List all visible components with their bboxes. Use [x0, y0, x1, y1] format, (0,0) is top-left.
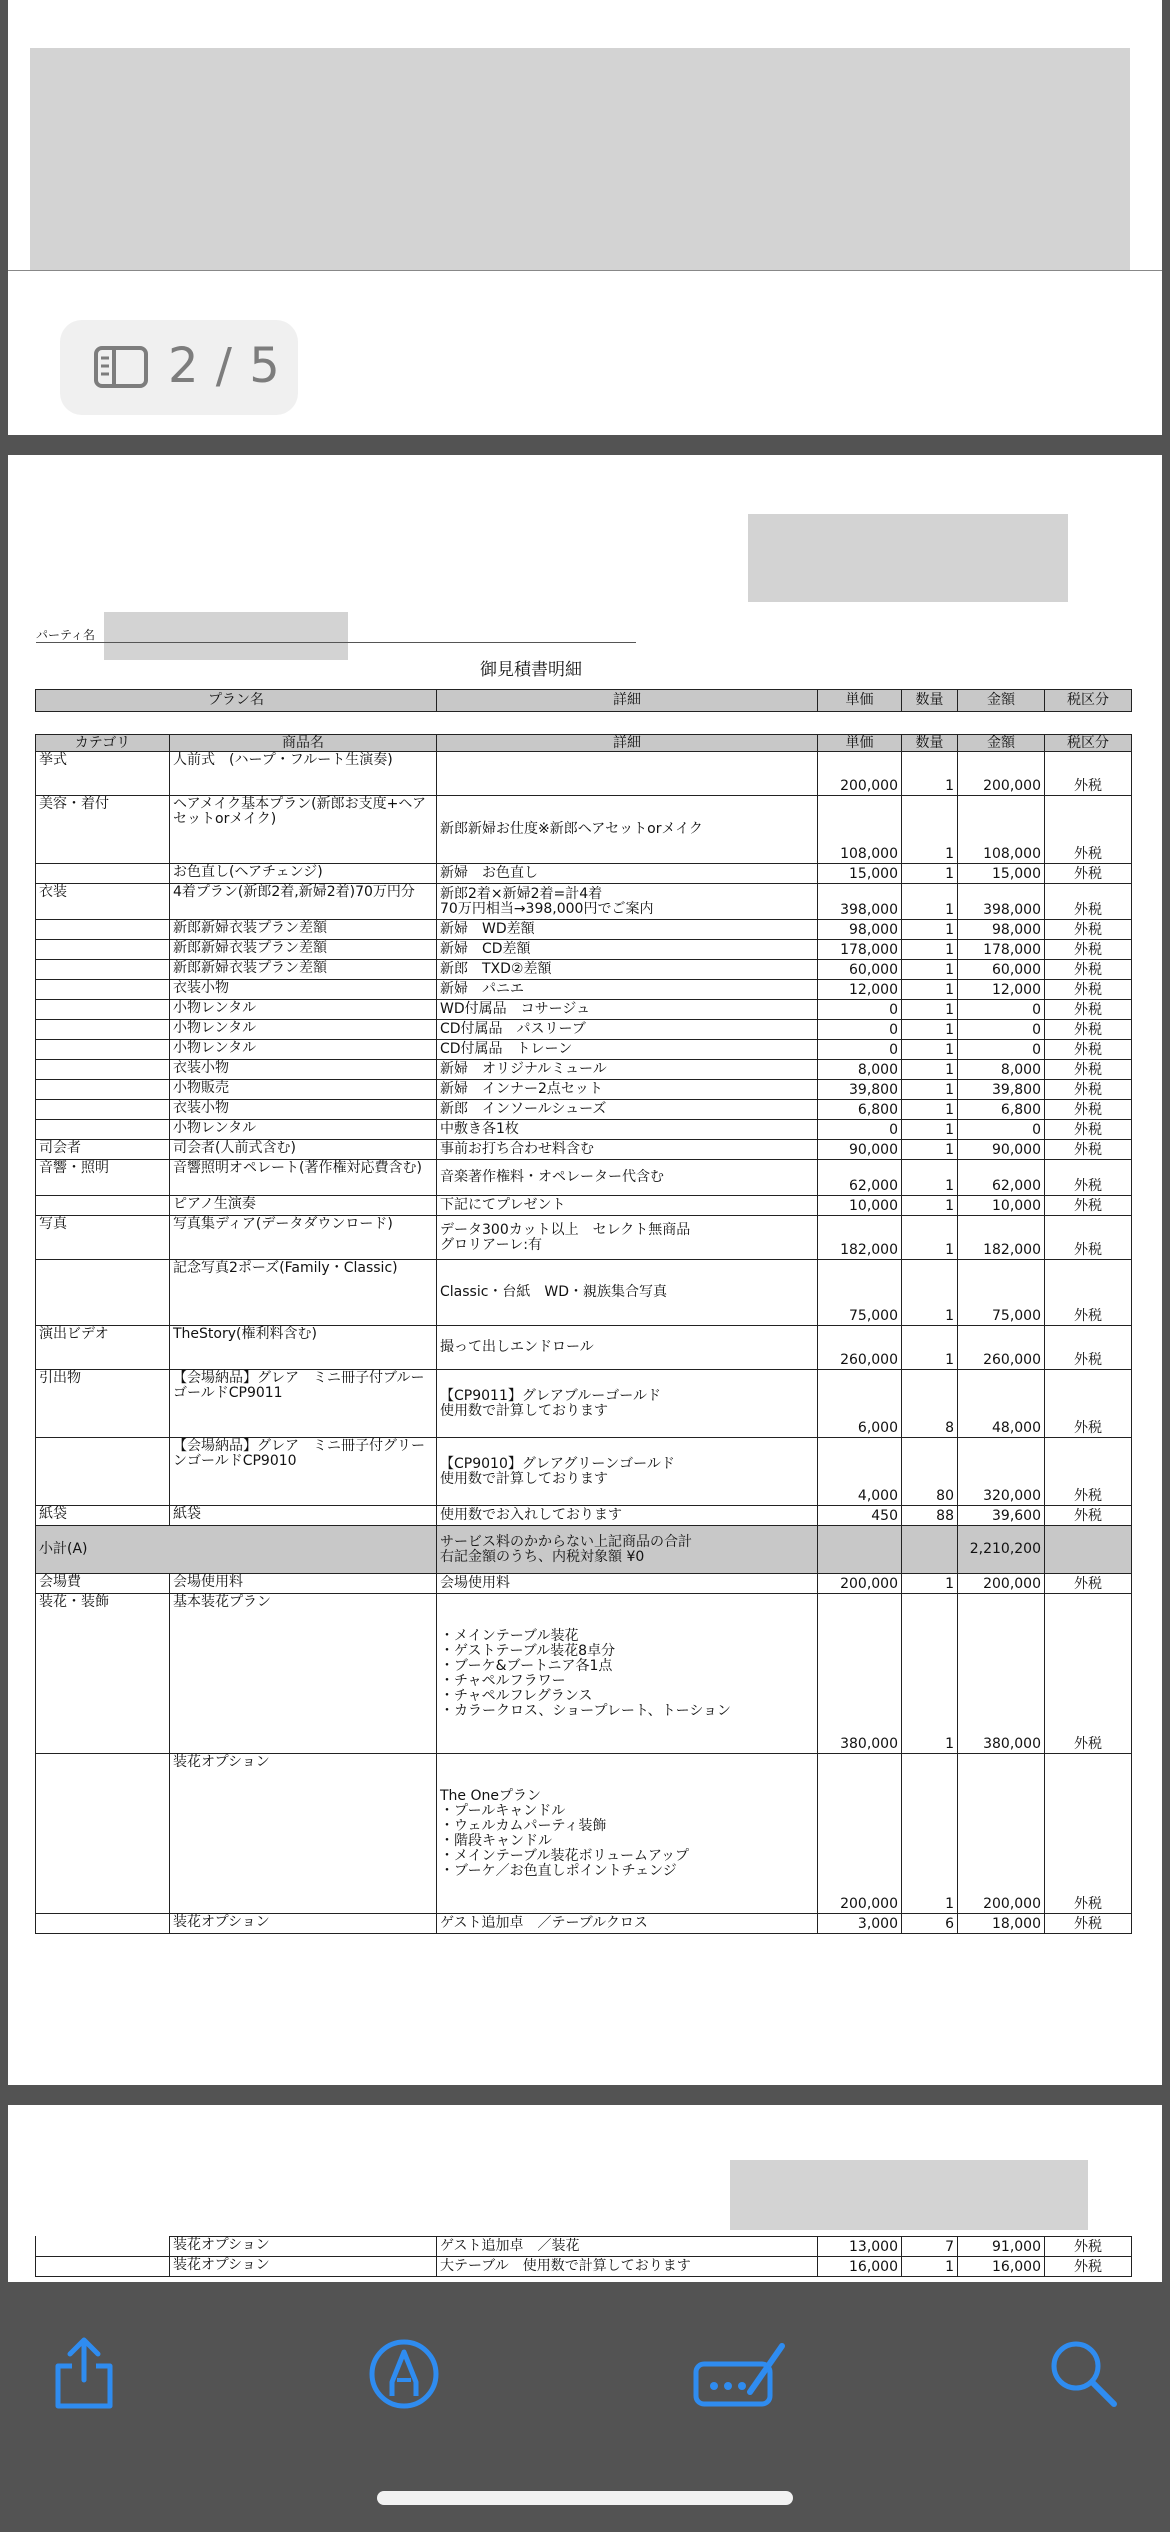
unit-price-cell: 178,000: [818, 940, 902, 960]
detail-cell: CD付属品 パスリーブ: [437, 1020, 818, 1040]
detail-cell: 【CP9011】グレアブルーゴールド 使用数で計算しております: [437, 1370, 818, 1438]
tax-type-cell: 外税: [1045, 1040, 1132, 1060]
quantity-cell: 1: [902, 960, 958, 980]
tax-type-cell: 外税: [1045, 1160, 1132, 1196]
table-row: [36, 1040, 1132, 1060]
unit-price-cell: 0: [818, 1120, 902, 1140]
table-row: [36, 1000, 1132, 1020]
empty-cell: [818, 1526, 902, 1574]
page-indicator[interactable]: [60, 320, 298, 415]
quantity-cell: 1: [902, 1326, 958, 1370]
category-cell: [36, 1914, 170, 1934]
tax-type-cell: 外税: [1045, 2237, 1132, 2257]
column-header-row: [36, 735, 1132, 752]
category-cell: [36, 1196, 170, 1216]
item-name-cell: ヘアメイク基本プラン(新郎お支度+ヘアセットorメイク): [170, 796, 437, 864]
category-cell: [36, 1060, 170, 1080]
header-cell: 金額: [958, 690, 1045, 712]
category-cell: [36, 940, 170, 960]
amount-cell: 200,000: [958, 1574, 1045, 1594]
category-cell: [36, 1000, 170, 1020]
amount-cell: 260,000: [958, 1326, 1045, 1370]
redacted-logo-next: [730, 2160, 1088, 2230]
quantity-cell: 1: [902, 1000, 958, 1020]
detail-cell: 新郎 TXD②差額: [437, 960, 818, 980]
unit-price-cell: 39,800: [818, 1080, 902, 1100]
item-name-cell: 装花オプション: [170, 1754, 437, 1914]
tax-type-cell: 外税: [1045, 1506, 1132, 1526]
table-row: [36, 1260, 1132, 1326]
item-name-cell: 小物レンタル: [170, 1120, 437, 1140]
item-name-cell: 4着プラン(新郎2着,新婦2着)70万円分: [170, 884, 437, 920]
signature-icon[interactable]: [690, 2334, 790, 2414]
category-cell: 紙袋: [36, 1506, 170, 1526]
estimate-table-continued: [35, 2236, 1132, 2277]
amount-cell: 16,000: [958, 2257, 1045, 2277]
detail-cell: 中敷き各1枚: [437, 1120, 818, 1140]
table-row: [36, 884, 1132, 920]
category-cell: 美容・着付: [36, 796, 170, 864]
quantity-cell: 1: [902, 1020, 958, 1040]
search-icon[interactable]: [1044, 2334, 1124, 2414]
tax-type-cell: 外税: [1045, 920, 1132, 940]
category-cell: [36, 1020, 170, 1040]
table-row: [36, 920, 1132, 940]
tax-type-cell: 外税: [1045, 1020, 1132, 1040]
quantity-cell: 1: [902, 1216, 958, 1260]
table-row: [36, 2237, 1132, 2257]
quantity-cell: 1: [902, 864, 958, 884]
table-row: [36, 2257, 1132, 2277]
detail-cell: 会場使用料: [437, 1574, 818, 1594]
unit-price-cell: 15,000: [818, 864, 902, 884]
amount-cell: 91,000: [958, 2237, 1045, 2257]
quantity-cell: 1: [902, 1574, 958, 1594]
header-cell: 商品名: [170, 735, 437, 752]
category-cell: [36, 1260, 170, 1326]
amount-cell: 6,800: [958, 1100, 1045, 1120]
unit-price-cell: 182,000: [818, 1216, 902, 1260]
unit-price-cell: 6,000: [818, 1370, 902, 1438]
unit-price-cell: 200,000: [818, 1754, 902, 1914]
table-row: [36, 1754, 1132, 1914]
quantity-cell: 1: [902, 1040, 958, 1060]
unit-price-cell: 200,000: [818, 1574, 902, 1594]
item-name-cell: 小物販売: [170, 1080, 437, 1100]
empty-cell: [902, 1526, 958, 1574]
amount-cell: 178,000: [958, 940, 1045, 960]
header-cell: 金額: [958, 735, 1045, 752]
amount-cell: 39,800: [958, 1080, 1045, 1100]
tax-type-cell: 外税: [1045, 940, 1132, 960]
category-cell: [36, 2257, 170, 2277]
tax-type-cell: 外税: [1045, 1100, 1132, 1120]
detail-cell: 【CP9010】グレアグリーンゴールド 使用数で計算しております: [437, 1438, 818, 1506]
detail-cell: 大テーブル 使用数で計算しております: [437, 2257, 818, 2277]
table-row: [36, 1100, 1132, 1120]
item-name-cell: 新郎新婦衣装プラン差額: [170, 940, 437, 960]
item-name-cell: お色直し(ヘアチェンジ): [170, 864, 437, 884]
plan-header-table: [35, 689, 1132, 712]
tax-type-cell: 外税: [1045, 1140, 1132, 1160]
detail-cell: The Oneプラン ・プールキャンドル ・ウェルカムパーティ装飾 ・階段キャンドル ・メインテーブル装花ボリュームアップ ・ブーケ／お色直しポイントチェンジ: [437, 1754, 818, 1914]
detail-cell: ・メインテーブル装花 ・ゲストテーブル装花8卓分 ・ブーケ&ブートニア各1点 ・チャペルフラワー ・チャペルフレグランス ・カラークロス、ショープレート、トーション: [437, 1594, 818, 1754]
category-cell: [36, 1120, 170, 1140]
detail-cell: Classic・台紙 WD・親族集合写真: [437, 1260, 818, 1326]
header-cell: 詳細: [437, 690, 818, 712]
amount-cell: 10,000: [958, 1196, 1045, 1216]
quantity-cell: 1: [902, 884, 958, 920]
table-row: [36, 1080, 1132, 1100]
item-name-cell: 装花オプション: [170, 2237, 437, 2257]
category-cell: 写真: [36, 1216, 170, 1260]
quantity-cell: 1: [902, 2257, 958, 2277]
header-cell: プラン名: [36, 690, 437, 712]
unit-price-cell: 0: [818, 1000, 902, 1020]
unit-price-cell: 0: [818, 1040, 902, 1060]
amount-cell: 108,000: [958, 796, 1045, 864]
detail-cell: 新婦 CD差額: [437, 940, 818, 960]
table-row: [36, 1120, 1132, 1140]
amount-cell: 200,000: [958, 1754, 1045, 1914]
item-name-cell: 【会場納品】グレア ミニ冊子付グリーンゴールドCP9010: [170, 1438, 437, 1506]
redacted-party-name: [104, 612, 348, 660]
unit-price-cell: 398,000: [818, 884, 902, 920]
item-name-cell: 衣装小物: [170, 1060, 437, 1080]
category-cell: [36, 1080, 170, 1100]
quantity-cell: 1: [902, 1140, 958, 1160]
unit-price-cell: 4,000: [818, 1438, 902, 1506]
header-cell: 単価: [818, 690, 902, 712]
unit-price-cell: 8,000: [818, 1060, 902, 1080]
category-cell: [36, 1754, 170, 1914]
header-cell: 詳細: [437, 735, 818, 752]
detail-cell: 新婦 インナー2点セット: [437, 1080, 818, 1100]
header-cell: 税区分: [1045, 735, 1132, 752]
markup-pen-icon[interactable]: [364, 2334, 444, 2414]
table-row: [36, 864, 1132, 884]
amount-cell: 98,000: [958, 920, 1045, 940]
table-row: [36, 796, 1132, 864]
item-name-cell: 【会場納品】グレア ミニ冊子付ブルーゴールドCP9011: [170, 1370, 437, 1438]
redacted-area: [30, 48, 1130, 270]
quantity-cell: 1: [902, 1594, 958, 1754]
detail-cell: 音楽著作権料・オペレーター代含む: [437, 1160, 818, 1196]
amount-cell: 62,000: [958, 1160, 1045, 1196]
tax-type-cell: 外税: [1045, 864, 1132, 884]
detail-cell: 新婦 お色直し: [437, 864, 818, 884]
quantity-cell: 1: [902, 1120, 958, 1140]
tax-type-cell: 外税: [1045, 1000, 1132, 1020]
quantity-cell: 1: [902, 940, 958, 960]
subtotal-detail: サービス料のかからない上記商品の合計 右記金額のうち、内税対象額 ¥0: [437, 1526, 818, 1574]
amount-cell: 75,000: [958, 1260, 1045, 1326]
header-cell: 単価: [818, 735, 902, 752]
quantity-cell: 1: [902, 1196, 958, 1216]
quantity-cell: 1: [902, 1160, 958, 1196]
unit-price-cell: 108,000: [818, 796, 902, 864]
unit-price-cell: 0: [818, 1020, 902, 1040]
category-cell: 会場費: [36, 1574, 170, 1594]
table-row: [36, 980, 1132, 1000]
quantity-cell: 80: [902, 1438, 958, 1506]
amount-cell: 380,000: [958, 1594, 1045, 1754]
item-name-cell: 衣装小物: [170, 1100, 437, 1120]
amount-cell: 398,000: [958, 884, 1045, 920]
share-icon[interactable]: [44, 2334, 124, 2414]
table-row: [36, 1574, 1132, 1594]
tax-type-cell: 外税: [1045, 1120, 1132, 1140]
tax-type-cell: 外税: [1045, 1438, 1132, 1506]
detail-cell: 新婦 パニエ: [437, 980, 818, 1000]
unit-price-cell: 75,000: [818, 1260, 902, 1326]
item-name-cell: TheStory(権利料含む): [170, 1326, 437, 1370]
category-cell: 演出ビデオ: [36, 1326, 170, 1370]
tax-type-cell: 外税: [1045, 980, 1132, 1000]
header-cell: カテゴリ: [36, 735, 170, 752]
item-name-cell: 衣装小物: [170, 980, 437, 1000]
redacted-logo: [748, 514, 1068, 602]
unit-price-cell: 200,000: [818, 752, 902, 796]
table-row: [36, 1914, 1132, 1934]
unit-price-cell: 13,000: [818, 2237, 902, 2257]
table-row: [36, 752, 1132, 796]
tax-type-cell: 外税: [1045, 2257, 1132, 2277]
amount-cell: 18,000: [958, 1914, 1045, 1934]
empty-cell: [1045, 1526, 1132, 1574]
unit-price-cell: 260,000: [818, 1326, 902, 1370]
item-name-cell: 装花オプション: [170, 1914, 437, 1934]
amount-cell: 8,000: [958, 1060, 1045, 1080]
home-indicator[interactable]: [377, 2491, 793, 2505]
category-cell: 装花・装飾: [36, 1594, 170, 1754]
tax-type-cell: 外税: [1045, 1060, 1132, 1080]
quantity-cell: 1: [902, 920, 958, 940]
unit-price-cell: 450: [818, 1506, 902, 1526]
item-name-cell: 装花オプション: [170, 2257, 437, 2277]
detail-cell: データ300カット以上 セレクト無商品 グロリアーレ:有: [437, 1216, 818, 1260]
table-row: [36, 1160, 1132, 1196]
subtotal-label: 小計(A): [36, 1526, 437, 1574]
quantity-cell: 88: [902, 1506, 958, 1526]
category-cell: [36, 864, 170, 884]
quantity-cell: 1: [902, 1060, 958, 1080]
item-name-cell: 基本装花プラン: [170, 1594, 437, 1754]
amount-cell: 48,000: [958, 1370, 1045, 1438]
tax-type-cell: 外税: [1045, 1754, 1132, 1914]
unit-price-cell: 60,000: [818, 960, 902, 980]
unit-price-cell: 380,000: [818, 1594, 902, 1754]
table-row: [36, 1370, 1132, 1438]
table-row: [36, 1438, 1132, 1506]
detail-cell: 撮って出しエンドロール: [437, 1326, 818, 1370]
amount-cell: 0: [958, 1000, 1045, 1020]
item-name-cell: 新郎新婦衣装プラン差額: [170, 960, 437, 980]
quantity-cell: 1: [902, 1080, 958, 1100]
quantity-cell: 1: [902, 1260, 958, 1326]
category-cell: [36, 960, 170, 980]
unit-price-cell: 62,000: [818, 1160, 902, 1196]
unit-price-cell: 3,000: [818, 1914, 902, 1934]
item-name-cell: 紙袋: [170, 1506, 437, 1526]
item-name-cell: 小物レンタル: [170, 1020, 437, 1040]
quantity-cell: 1: [902, 796, 958, 864]
detail-cell: 使用数でお入れしております: [437, 1506, 818, 1526]
item-name-cell: ピアノ生演奏: [170, 1196, 437, 1216]
tax-type-cell: 外税: [1045, 1216, 1132, 1260]
unit-price-cell: 90,000: [818, 1140, 902, 1160]
category-cell: 衣装: [36, 884, 170, 920]
amount-cell: 0: [958, 1020, 1045, 1040]
table-row: [36, 940, 1132, 960]
estimate-table: [35, 734, 1132, 1934]
amount-cell: 0: [958, 1120, 1045, 1140]
detail-cell: WD付属品 コサージュ: [437, 1000, 818, 1020]
detail-cell: 新郎 インソールシューズ: [437, 1100, 818, 1120]
category-cell: [36, 980, 170, 1000]
tax-type-cell: 外税: [1045, 1080, 1132, 1100]
quantity-cell: 7: [902, 2237, 958, 2257]
table-row: [36, 1594, 1132, 1754]
item-name-cell: 新郎新婦衣装プラン差額: [170, 920, 437, 940]
amount-cell: 200,000: [958, 752, 1045, 796]
unit-price-cell: 16,000: [818, 2257, 902, 2277]
item-name-cell: 小物レンタル: [170, 1040, 437, 1060]
table-row: [36, 1506, 1132, 1526]
category-cell: 挙式: [36, 752, 170, 796]
amount-cell: 60,000: [958, 960, 1045, 980]
tax-type-cell: 外税: [1045, 960, 1132, 980]
tax-type-cell: 外税: [1045, 796, 1132, 864]
item-name-cell: 会場使用料: [170, 1574, 437, 1594]
detail-cell: 新郎新婦お仕度※新郎ヘアセットorメイク: [437, 796, 818, 864]
category-cell: [36, 1438, 170, 1506]
detail-cell: [437, 752, 818, 796]
item-name-cell: 司会者(人前式含む): [170, 1140, 437, 1160]
page-counter: 2 / 5: [168, 338, 281, 394]
amount-cell: 182,000: [958, 1216, 1045, 1260]
item-name-cell: 音響照明オペレート(著作権対応費含む): [170, 1160, 437, 1196]
amount-cell: 0: [958, 1040, 1045, 1060]
table-row: [36, 1196, 1132, 1216]
detail-cell: CD付属品 トレーン: [437, 1040, 818, 1060]
header-cell: 数量: [902, 690, 958, 712]
unit-price-cell: 12,000: [818, 980, 902, 1000]
tax-type-cell: 外税: [1045, 752, 1132, 796]
detail-cell: ゲスト追加卓 ／テーブルクロス: [437, 1914, 818, 1934]
subtotal-amount: 2,210,200: [958, 1526, 1045, 1574]
category-cell: [36, 1100, 170, 1120]
tax-type-cell: 外税: [1045, 1260, 1132, 1326]
category-cell: 引出物: [36, 1370, 170, 1438]
category-cell: 音響・照明: [36, 1160, 170, 1196]
category-cell: [36, 920, 170, 940]
item-name-cell: 記念写真2ポーズ(Family・Classic): [170, 1260, 437, 1326]
unit-price-cell: 10,000: [818, 1196, 902, 1216]
table-row: [36, 1060, 1132, 1080]
amount-cell: 15,000: [958, 864, 1045, 884]
detail-cell: 新婦 WD差額: [437, 920, 818, 940]
tax-type-cell: 外税: [1045, 1370, 1132, 1438]
quantity-cell: 1: [902, 980, 958, 1000]
document-title: 御見積書明細: [480, 660, 582, 680]
item-name-cell: 写真集ディア(データダウンロード): [170, 1216, 437, 1260]
quantity-cell: 1: [902, 1754, 958, 1914]
tax-type-cell: 外税: [1045, 884, 1132, 920]
amount-cell: 12,000: [958, 980, 1045, 1000]
quantity-cell: 1: [902, 1100, 958, 1120]
table-row: [36, 1020, 1132, 1040]
tax-type-cell: 外税: [1045, 1594, 1132, 1754]
amount-cell: 39,600: [958, 1506, 1045, 1526]
tax-type-cell: 外税: [1045, 1196, 1132, 1216]
detail-cell: 事前お打ち合わせ料含む: [437, 1140, 818, 1160]
sidebar-icon: [94, 346, 148, 388]
amount-cell: 90,000: [958, 1140, 1045, 1160]
header-cell: 税区分: [1045, 690, 1132, 712]
tax-type-cell: 外税: [1045, 1914, 1132, 1934]
unit-price-cell: 98,000: [818, 920, 902, 940]
subtotal-row: [36, 1526, 1132, 1574]
category-cell: 司会者: [36, 1140, 170, 1160]
quantity-cell: 6: [902, 1914, 958, 1934]
item-name-cell: 小物レンタル: [170, 1000, 437, 1020]
party-name-label: パーティ名: [36, 628, 96, 642]
table-row: [36, 960, 1132, 980]
detail-cell: 新婦 オリジナルミュール: [437, 1060, 818, 1080]
item-name-cell: 人前式 (ハープ・フルート生演奏): [170, 752, 437, 796]
quantity-cell: 1: [902, 752, 958, 796]
tax-type-cell: 外税: [1045, 1574, 1132, 1594]
quantity-cell: 8: [902, 1370, 958, 1438]
header-cell: 数量: [902, 735, 958, 752]
category-cell: [36, 1040, 170, 1060]
table-row: [36, 1326, 1132, 1370]
detail-cell: ゲスト追加卓 ／装花: [437, 2237, 818, 2257]
table-row: [36, 1216, 1132, 1260]
detail-cell: 新郎2着×新婦2着=計4着 70万円相当→398,000円でご案内: [437, 884, 818, 920]
detail-cell: 下記にてプレゼント: [437, 1196, 818, 1216]
tax-type-cell: 外税: [1045, 1326, 1132, 1370]
table-row: [36, 1140, 1132, 1160]
category-cell: [36, 2237, 170, 2257]
unit-price-cell: 6,800: [818, 1100, 902, 1120]
amount-cell: 320,000: [958, 1438, 1045, 1506]
